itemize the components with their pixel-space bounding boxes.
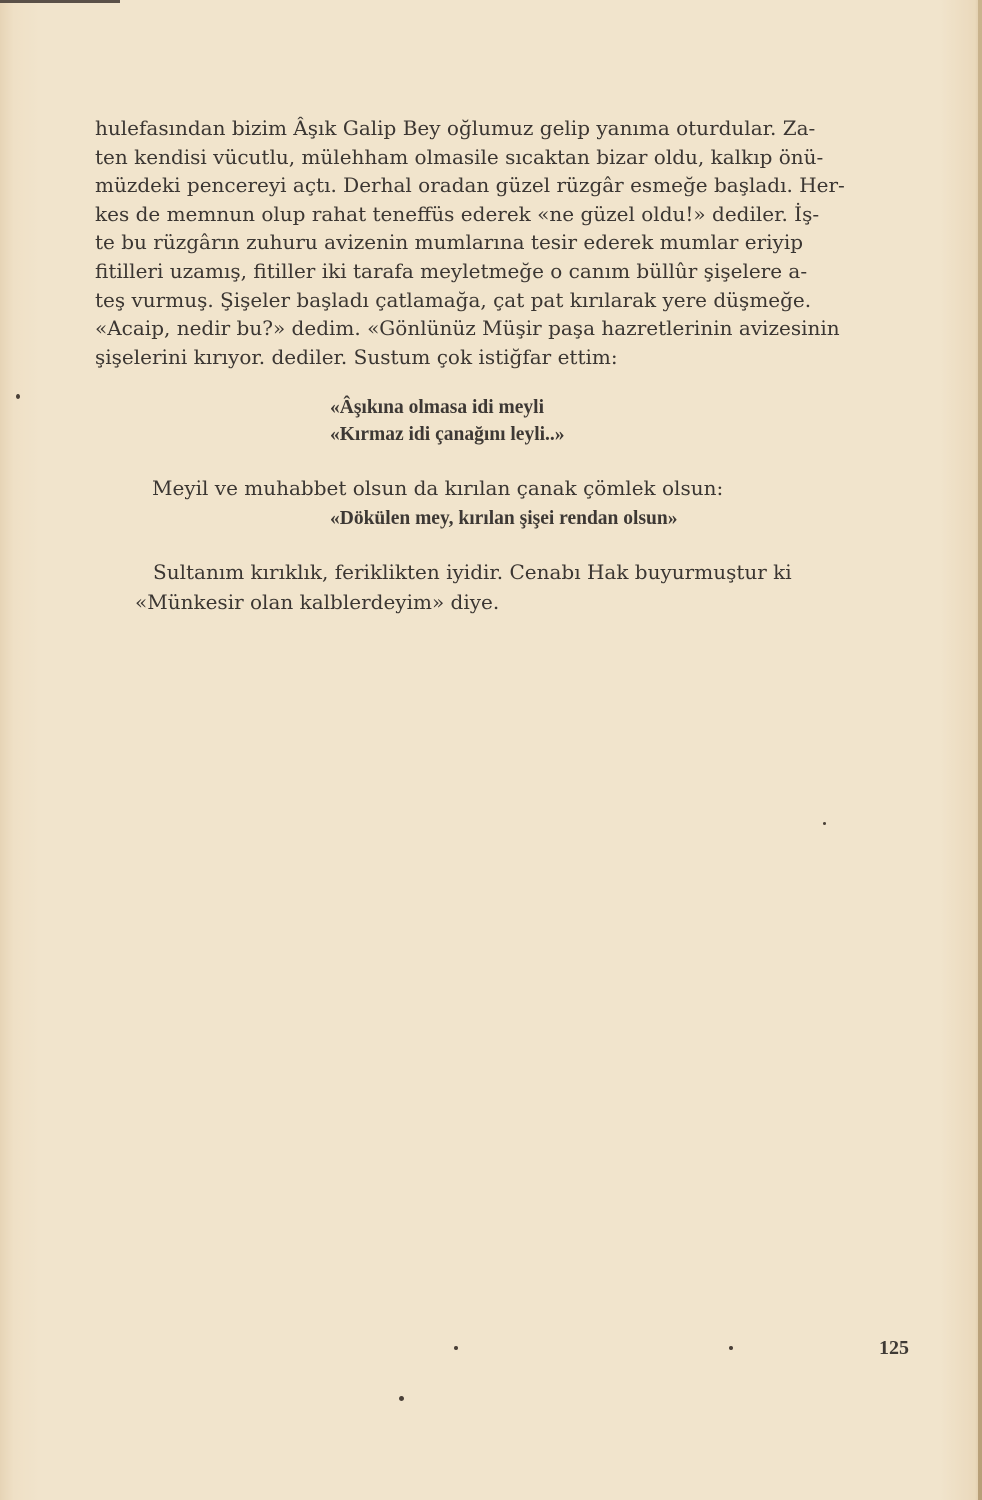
paragraph-line: hulefasından bizim Âşık Galip Bey oğlumuz gelip yanıma oturdular. Za- xyxy=(95,116,816,140)
paragraph-line: te bu rüzgârın zuhuru avizenin mumlarına tesir ederek mumlar eriyip xyxy=(95,230,804,255)
paper-speck xyxy=(454,1346,458,1350)
page-top-edge xyxy=(0,0,120,3)
paragraph-line: Sultanım kırıklık, feriklikten iyidir. Cenabı Hak buyurmuştur ki xyxy=(153,560,792,584)
verse-2: «Dökülen mey, kırılan şişei rendan olsun» xyxy=(330,508,678,529)
paragraph-line: ten kendisi vücutlu, mülehham olmasile sıcaktan bizar oldu, kalkıp önü- xyxy=(95,144,824,169)
verse-line: «Kırmaz idi çanağını leyli..» xyxy=(330,424,565,445)
paper-speck xyxy=(823,822,826,825)
paragraph-line: şişelerini kırıyor. dediler. Sustum çok istiğfar ettim: xyxy=(95,344,618,369)
paper-speck xyxy=(729,1346,733,1350)
paragraph-3 xyxy=(135,557,905,617)
paper-speck xyxy=(399,1396,404,1401)
paper-speck xyxy=(16,394,20,399)
paragraph-line: fitilleri uzamış, fitiller iki tarafa meyletmeğe o canım büllûr şişelere a- xyxy=(95,258,808,283)
paragraph-line: müzdeki pencereyi açtı. Derhal oradan güzel rüzgâr esmeğe başladı. Her- xyxy=(95,173,845,198)
paragraph-2: Meyil ve muhabbet olsun da kırılan çanak çömlek olsun: xyxy=(152,476,724,500)
page-right-edge xyxy=(978,0,982,1500)
paragraph-1 xyxy=(95,114,895,371)
page-number: 125 xyxy=(879,1337,909,1359)
paragraph-line: kes de memnun olup rahat teneffüs ederek «ne güzel oldu!» dediler. İş- xyxy=(95,201,820,226)
paragraph-line: «Acaip, nedir bu?» dedim. «Gönlünüz Müşir paşa hazretlerinin avizesinin xyxy=(95,316,840,341)
paragraph-line: teş vurmuş. Şişeler başladı çatlamağa, çat pat kırılarak yere düşmeğe. xyxy=(95,287,812,312)
verse-1 xyxy=(330,394,565,448)
verse-line: «Âşıkına olmasa idi meyli xyxy=(330,397,544,418)
paragraph-line: «Münkesir olan kalblerdeyim» diye. xyxy=(135,590,500,614)
